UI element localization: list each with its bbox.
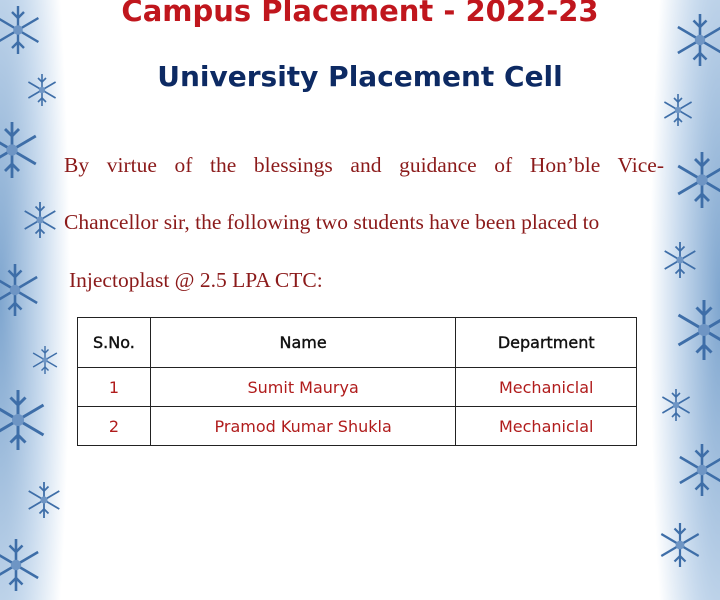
cell-sno: 1 xyxy=(78,368,151,407)
announcement-line-2: Chancellor sir, the following two students have been placed to xyxy=(64,210,600,234)
cell-department: Mechaniclal xyxy=(456,368,637,407)
table-row xyxy=(78,407,637,446)
cell-sno: 2 xyxy=(78,407,151,446)
column-header-department: Department xyxy=(456,318,637,368)
column-header-name: Name xyxy=(150,318,456,368)
placement-table xyxy=(77,317,637,446)
announcement-line-1: By virtue of the blessings and guidance of Hon’ble Vice- xyxy=(64,153,664,177)
cell-name: Sumit Maurya xyxy=(150,368,456,407)
page-subtitle: University Placement Cell xyxy=(157,60,563,93)
table-row xyxy=(78,368,637,407)
cell-department: Mechaniclal xyxy=(456,407,637,446)
page-title: Campus Placement - 2022-23 xyxy=(121,0,599,28)
table-header-row xyxy=(78,318,637,368)
announcement-line-3: Injectoplast @ 2.5 LPA CTC: xyxy=(69,268,323,292)
cell-name: Pramod Kumar Shukla xyxy=(150,407,456,446)
column-header-sno: S.No. xyxy=(78,318,151,368)
